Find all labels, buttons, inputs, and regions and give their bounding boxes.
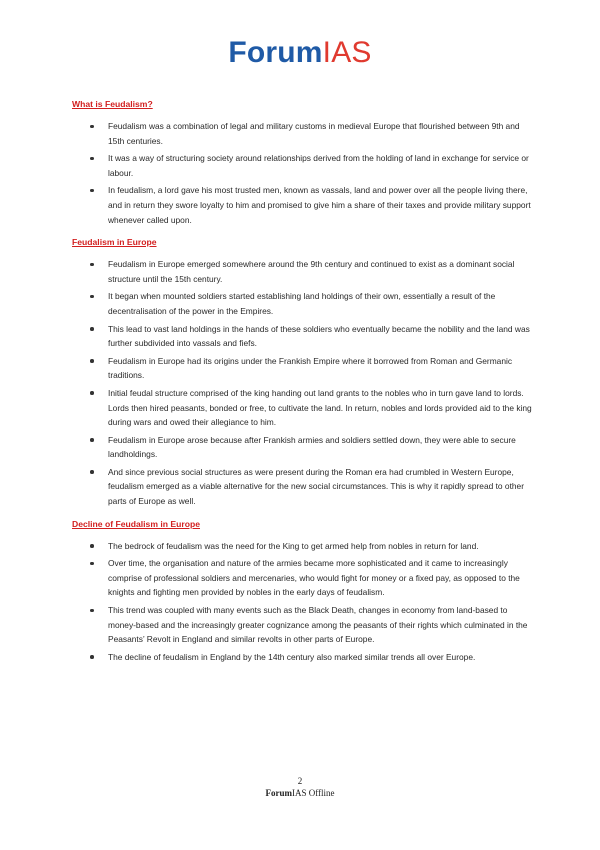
list-item [72,257,532,286]
list-item [72,603,532,647]
logo-forum-text: Forum [228,36,323,69]
list-item-text: Feudalism in Europe emerged somewhere around the 9th century and continued to exist as a dominant social structure until the 15th century. [108,259,515,284]
bullet-icon [90,562,94,566]
list-item [72,465,532,509]
section-heading-feudalism-in-europe: Feudalism in Europe [72,237,157,248]
list-item [72,354,532,383]
bullet-icon [90,470,94,474]
list-item-text: Over time, the organisation and nature of the armies became more sophisticated and it came to increasingly comprise of professional soldiers and mercenaries, who would fight for money or a fixed pay, as opposed to the knights and fighting men provided by nobles in the early days of feudalism. [108,558,520,598]
list-item-text: And since previous social structures as were present during the Roman era had crumbled in Western Europe, feudalism emerged as a viable alternative for the new social circumstances. This is why it rapidly spread to other parts of Europe as well. [108,466,524,507]
footer-brand-ias-offline: IAS Offline [291,788,335,798]
list-item-text: In feudalism, a lord gave his most trusted men, known as vassals, land and power over all the people living there, and in return they swore loyalty to him and promised to give him a share of their taxes and provide military support whenever called upon. [108,185,531,225]
list-item [72,119,532,148]
bullet-icon [90,125,94,129]
list-item-text: Feudalism in Europe arose because after Frankish armies and soldiers settled down, they were able to secure landholdings. [108,434,516,460]
bullet-icon [90,655,94,659]
forumias-logo [0,36,600,70]
bullet-icon [90,359,94,363]
bullet-icon [90,157,94,161]
bullet-icon [90,295,94,299]
bullet-icon [90,327,94,331]
section-heading-decline-of-feudalism: Decline of Feudalism in Europe [72,518,200,529]
list-item [72,289,532,318]
list-item-text: It began when mounted soldiers started establishing land holdings of their own, essentially a result of the decentralisation of the power in the Empires. [108,291,496,316]
list-item [72,539,532,554]
bullet-list-feudalism-in-europe [72,257,532,509]
list-item-text: This trend was coupled with many events such as the Black Death, changes in economy from land-based to money-based and the increasingly greater cognizance among the peasants of their rights which culminated in the Peasants’ Revolt in England and similar revolts in other parts of Europe. [108,605,528,645]
footer-brand-forum: Forum [265,788,292,798]
list-item [72,322,532,351]
bullet-icon [90,609,94,613]
list-item [72,433,532,462]
document-body [72,98,532,673]
page-number: 2 [297,776,303,786]
list-item-text: Feudalism in Europe had its origins under the Frankish Empire where it borrowed from Roman and Germanic traditions. [108,355,513,381]
list-item-text: This lead to vast land holdings in the hands of these soldiers who eventually became the nobility and the land was further subdivided into vassals and fiefs. [108,323,530,349]
bullet-icon [90,544,94,548]
list-item [72,183,532,227]
list-item-text: Feudalism was a combination of legal and military customs in medieval Europe that flourished between 9th and 15th centuries. [108,121,520,146]
footer-brand [0,787,600,799]
bullet-icon [90,263,94,267]
bullet-list-what-is-feudalism [72,119,532,227]
bullet-list-decline-of-feudalism [72,539,532,665]
page-footer [0,776,600,799]
list-item [72,556,532,600]
bullet-icon [90,391,94,395]
bullet-icon [90,189,94,193]
list-item-text: It was a way of structuring society around relationships derived from the holding of land in exchange for service or labour. [108,153,529,178]
logo-ias-text: IAS [322,36,372,69]
list-item-text: Initial feudal structure comprised of the king handing out land grants to the nobles who in turn gave land to lords. Lords then hired peasants, bonded or free, to cultivate the land. In return, nobles and lords provided aid to the king during wars and owed their allegiance to him. [108,387,532,428]
section-heading-what-is-feudalism: What is Feudalism? [72,99,153,109]
bullet-icon [90,438,94,442]
list-item [72,151,532,180]
list-item-text: The decline of feudalism in England by the 14th century also marked similar trends all over Europe. [108,651,476,662]
list-item-text: The bedrock of feudalism was the need for the King to get armed help from nobles in return for land. [108,540,479,551]
list-item [72,386,532,430]
list-item [72,650,532,665]
